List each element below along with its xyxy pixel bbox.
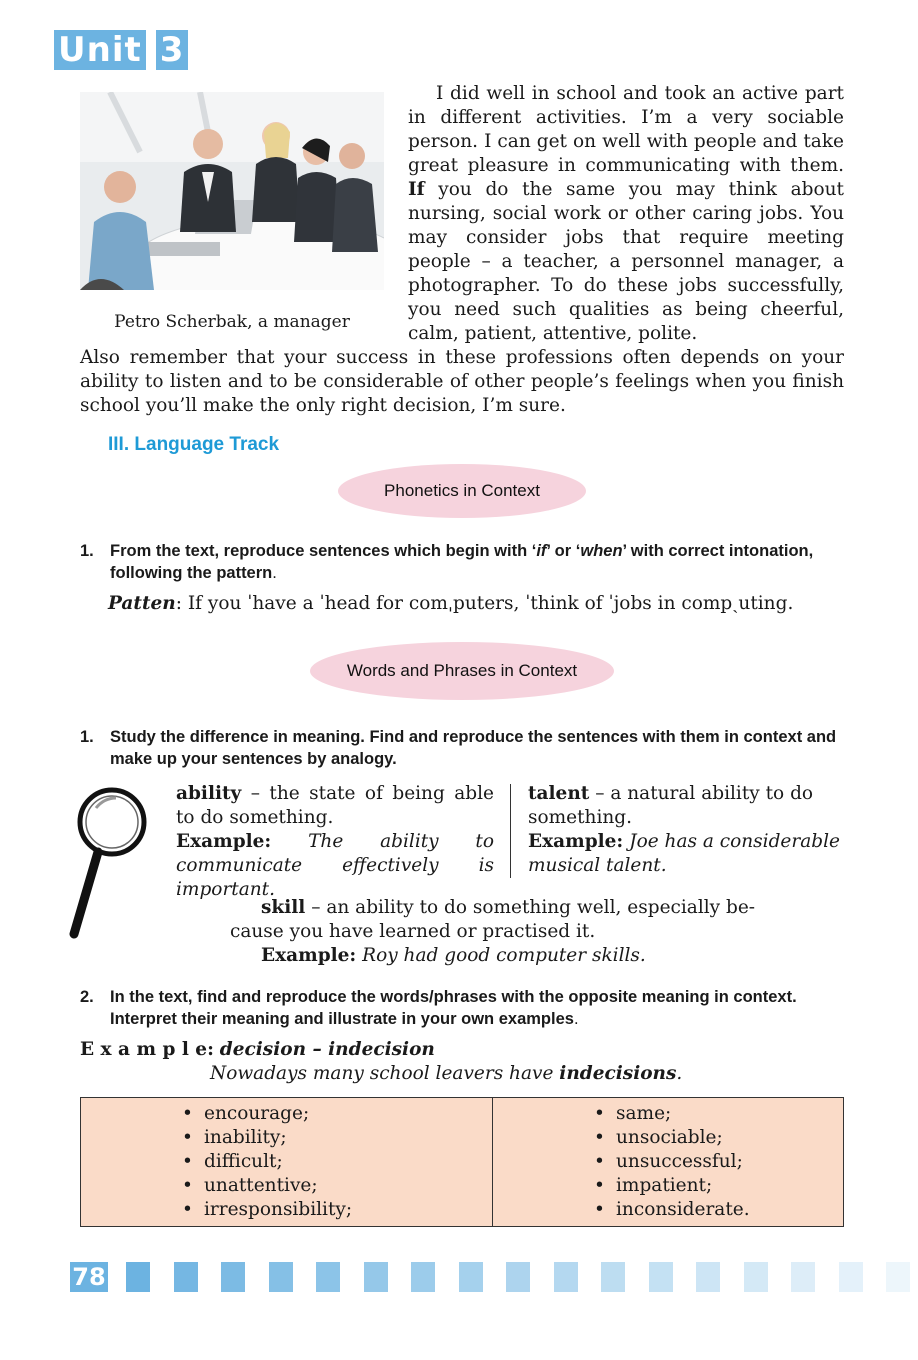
example-heading [80,1038,435,1062]
example-word: E x a m p l e: [80,1039,214,1060]
paragraph-2: Also remember that your success in these professions often depends on your ability to listen and to be considerable of other people’s feelings when you finish school you’ll make the only right decision, I’m sure. [80,347,844,416]
meaning-skill-1: – an ability to do something well, especially be- [311,897,756,918]
list-item: • encourage; [182,1102,352,1126]
example-sentence-end: . [676,1063,683,1084]
photo-caption: Petro Scherbak, a manager [114,312,350,332]
definition-ability [176,782,494,902]
footer-square [126,1262,150,1292]
list-item: • inconsiderate. [594,1198,750,1222]
skill-line-1 [230,896,790,920]
example-talent: Joe has a considerable musical talent. [528,831,840,876]
words-list-left [182,1102,352,1222]
footer-square [269,1262,293,1292]
footer-square [886,1262,910,1292]
task-text [110,540,844,584]
meaning-talent: – a natural ability to do something. [528,783,814,828]
footer-square [411,1262,435,1292]
unit-header [54,30,188,70]
meaning-skill-2: cause you have learned or practised it. [230,921,596,942]
list-item: • impatient; [594,1174,750,1198]
task-text-dot: . [272,564,277,582]
words-table-divider [492,1097,493,1227]
task-text: Study the difference in meaning. Find and reproduce the sentences with them in context and make up your sentences by analogy. [110,728,837,768]
list-item: • inability; [182,1126,352,1150]
example-label: Example: [176,831,272,852]
list-item: • unsociable; [594,1126,750,1150]
list-item: • unsuccessful; [594,1150,750,1174]
footer-square [364,1262,388,1292]
task-number: 1. [80,542,94,560]
example-skill: Roy had good computer skills. [362,945,646,966]
example-sentence-start: Nowadays many school leavers have [210,1063,554,1084]
magnifying-glass-icon [66,784,162,940]
paragraph-1-end: you do the same you may think about nursing, social work or other caring jobs. You may consider jobs that require meeting people – a teacher, a personnel manager, a photographer. To do these jobs successfully, you need such qualities as being cheerful, calm, patient, attentive, polite. [408,179,844,344]
unit-number: 3 [156,30,189,70]
words-list-right [594,1102,750,1222]
phonetics-heading [338,464,586,518]
footer-square [174,1262,198,1292]
pattern-text: If you ˈhave a ˈhead for comˌputers, ˈthink of ˈjobs in compˎuting. [187,593,794,614]
footer-square [221,1262,245,1292]
pattern-label: Patten [108,593,176,614]
task-number: 2. [80,988,94,1006]
task-text [110,986,844,1030]
section-title: III. Language Track [108,434,280,455]
example-label: Example: [261,945,357,966]
words-heading-label: Words and Phrases in Context [346,661,578,680]
task-text-part: ’ or ‘ [546,542,581,560]
task-text-part: ’ with correct intonation, following the pattern [110,542,814,582]
example-ability: The ability to communicate effectively is important. [176,831,495,900]
task-text-part: From the text, reproduce sentences which begin with ‘ [110,542,537,560]
task-phonetics [80,540,844,584]
footer-square [839,1262,863,1292]
meeting-photo [80,92,384,290]
page-number: 78 [70,1262,108,1292]
words-heading [310,642,614,700]
example-label: Example: [528,831,624,852]
meaning-ability: – the state of being able to do something. [176,783,494,828]
task-text-dot: . [573,1010,579,1028]
task-difference [80,726,844,770]
task-keyword-when: when [580,542,623,560]
term-skill: skill [261,897,306,918]
list-item: • difficult; [182,1150,352,1174]
term-ability: ability [176,783,242,804]
definition-skill [230,896,790,968]
paragraph-1 [408,82,844,346]
list-item: • same; [594,1102,750,1126]
pattern-colon: : [175,593,182,614]
example-sentence-bold: indecisions [559,1063,677,1084]
example-sentence [210,1062,682,1086]
footer-square [649,1262,673,1292]
definition-talent [528,782,844,878]
phonetics-heading-label: Phonetics in Context [384,481,540,500]
definitions-divider [510,784,511,878]
task-opposites [80,986,844,1030]
term-talent: talent [528,783,590,804]
task-text-part: In the text, find and reproduce the words/phrases with the opposite meaning in context. Interpret their meaning and illustrate in your own examples [110,988,797,1028]
paragraph-1-bold-if: If [408,179,425,200]
skill-example-line [230,944,790,968]
unit-word: Unit [54,30,146,70]
task-keyword-if: if [536,542,547,560]
footer-square [506,1262,530,1292]
paragraph-1-start: I did well in school and took an active part in different activities. I’m a very sociable person. I can get on well with people and take great pleasure in communicating with them. [408,83,844,176]
footer-square [554,1262,578,1292]
footer-square [696,1262,720,1292]
footer-square [459,1262,483,1292]
meeting-illustration [80,92,384,290]
list-item: • unattentive; [182,1174,352,1198]
footer-square [316,1262,340,1292]
footer-square [601,1262,625,1292]
footer-square [744,1262,768,1292]
task-number: 1. [80,728,94,746]
example-pair: decision – indecision [219,1039,435,1060]
list-item: • irresponsibility; [182,1198,352,1222]
footer-square [791,1262,815,1292]
intonation-pattern [108,592,793,616]
